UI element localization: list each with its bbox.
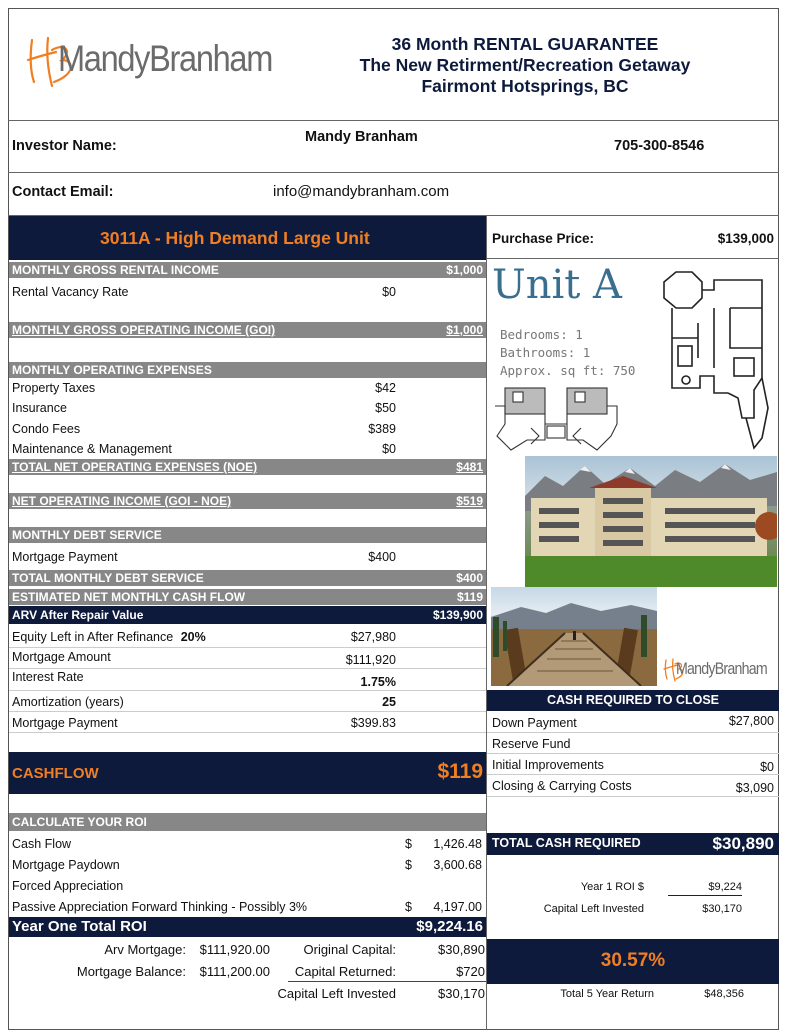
roi-sign: $ [405,837,412,851]
floor-plan-image [650,268,775,453]
investor-phone: 705-300-8546 [614,138,705,154]
page-title [320,34,730,97]
arv-mortgage-label: Arv Mortgage: [104,942,186,957]
vacancy-value: $0 [382,285,396,299]
noe-row: TOTAL NET OPERATING EXPENSES (NOE) $481 [9,459,486,475]
mortgage-balance-label: Mortgage Balance: [76,964,186,979]
cashflow-value: $119 [437,760,483,783]
boardwalk-photo-art [491,587,657,686]
year1-roi-label: Year 1 ROI $ [580,881,644,893]
return-percent: 30.57% [600,950,666,971]
original-capital-label: Original Capital: [303,942,396,957]
capital-returned-value: $720 [456,964,485,979]
mortgage-payment-label: Mortgage Payment [12,550,118,564]
expenses-header: MONTHLY OPERATING EXPENSES [9,362,486,378]
roi-sign: $ [405,900,412,914]
roi-label: Forced Appreciation [12,879,124,893]
mortgage-amount-value: $111,920 [345,653,396,667]
debt-header: MONTHLY DEBT SERVICE [9,527,486,543]
unit-details: Bedrooms: 1 Bathrooms: 1 Approx. sq ft: 750 [500,327,636,378]
building-footprint-image [491,384,621,459]
capital-left-value: $30,170 [438,986,485,1001]
unit-title-bar [9,216,486,260]
roi-label: Mortgage Paydown [12,858,120,872]
year-one-total-row: Year One Total ROI $9,224.16 [9,917,486,937]
interest-value: 1.75% [360,675,396,689]
purchase-price-label: Purchase Price: [492,231,595,246]
equity-percent: 20% [180,630,206,644]
expense-value: $50 [375,401,396,415]
close-value: $3,090 [735,781,774,795]
five-year-return-label: Total 5 Year Return [560,988,654,1000]
boardwalk-photo [491,587,657,686]
roi-value: 3,600.68 [433,858,482,872]
cashflow-bar [9,752,486,794]
cashflow-label: CASHFLOW [12,765,99,782]
amortization-value: 25 [382,695,396,709]
logo-text: MandyBranham [58,38,273,79]
close-label: Initial Improvements [492,758,604,772]
total-debt-row: TOTAL MONTHLY DEBT SERVICE $400 [9,570,486,586]
divider [8,172,779,173]
equity-label: Equity Left in After Refinance 20% [12,630,206,644]
expense-label: Condo Fees [12,422,81,436]
unit-heading: Unit A [492,262,622,308]
summary-capital-left-value: $30,170 [702,903,742,915]
summary-capital-left-label: Capital Left Invested [543,903,644,915]
roi-label: Passive Appreciation Forward Thinking - Possibly 3% [12,900,308,914]
contact-email-label: Contact Email: [12,184,114,200]
investor-name: Mandy Branham [305,129,418,145]
investor-name-label: Investor Name: [12,138,117,154]
close-label: Closing & Carrying Costs [492,779,632,793]
goi-row: MONTHLY GROSS OPERATING INCOME (GOI) $1,000 [9,322,486,338]
arv-mortgage-payment-value: $399.83 [350,716,396,730]
original-capital-value: $30,890 [438,942,485,957]
year1-roi-value: $9,224 [668,881,742,896]
close-value: $0 [760,760,774,774]
expense-label: Property Taxes [12,381,96,395]
equity-value: $27,980 [350,630,396,644]
expense-value: $0 [382,442,396,456]
expense-value: $389 [368,422,396,436]
roi-label: Cash Flow [12,837,72,851]
mortgage-amount-label: Mortgage Amount [12,650,111,664]
return-percent-box [487,939,779,984]
expense-label: Maintenance & Management [12,442,172,456]
close-label: Down Payment [492,716,577,730]
close-label: Reserve Fund [492,737,571,751]
vacancy-label: Rental Vacancy Rate [12,285,129,299]
arv-mortgage-payment-label: Mortgage Payment [12,716,118,730]
total-cash-required-row: TOTAL CASH REQUIRED $30,890 [487,833,779,855]
expense-label: Insurance [12,401,67,415]
title-line-2: The New Retirment/Recreation Getaway [359,55,691,75]
five-year-return-value: $48,356 [704,988,744,1000]
roi-value: 4,197.00 [433,900,482,914]
title-line-3: Fairmont Hotsprings, BC [421,76,629,96]
close-value: $27,800 [728,714,774,728]
capital-left-label: Capital Left Invested [277,986,396,1001]
title-line-1: 36 Month RENTAL GUARANTEE [391,34,659,54]
column-divider [486,216,487,1030]
building-photo [525,456,777,587]
contact-email[interactable]: info@mandybranham.com [273,183,450,200]
arv-mortgage-value: $111,920.00 [199,942,270,957]
unit-title: 3011A - High Demand Large Unit [100,228,370,248]
mortgage-payment-value: $400 [368,550,396,564]
net-cashflow-row: ESTIMATED NET MONTHLY CASH FLOW $119 [9,589,486,605]
noi-row: NET OPERATING INCOME (GOI - NOE) $519 [9,493,486,509]
divider [8,120,779,121]
interest-label: Interest Rate [12,670,84,684]
roi-header: CALCULATE YOUR ROI [9,813,486,831]
mortgage-balance-value: $111,200.00 [199,964,270,979]
brand-logo [22,30,272,90]
expense-value: $42 [375,381,396,395]
amortization-label: Amortization (years) [12,695,124,709]
arv-row: ARV After Repair Value $139,900 [9,606,486,624]
roi-sign: $ [405,858,412,872]
gross-income-row: MONTHLY GROSS RENTAL INCOME $1,000 [9,262,486,278]
capital-returned-label: Capital Returned: [294,964,396,979]
small-brand-logo: MandyBranham [662,656,778,682]
roi-value: 1,426.48 [433,837,482,851]
purchase-price-value: $139,000 [717,231,774,246]
building-photo-art [525,456,777,587]
close-header: CASH REQUIRED TO CLOSE [487,690,779,711]
